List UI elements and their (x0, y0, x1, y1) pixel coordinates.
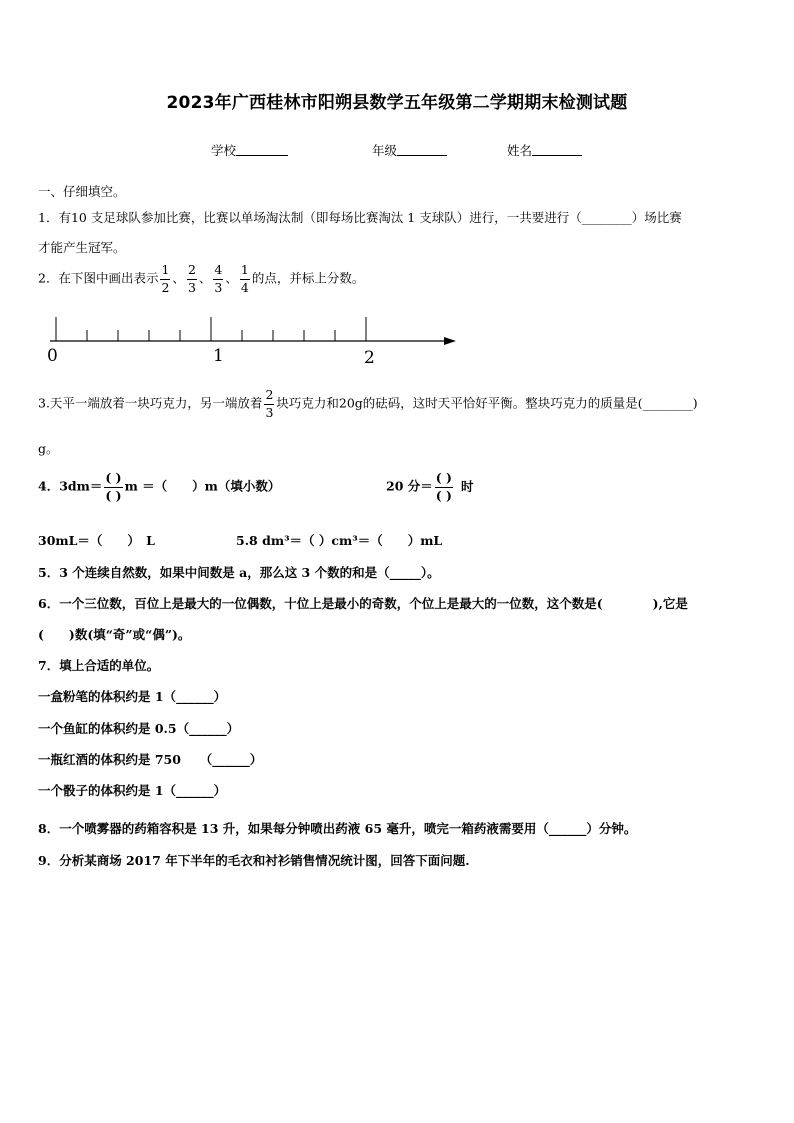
grade-blank (397, 143, 447, 156)
grade-label: 年级 (372, 143, 398, 158)
section-heading: 一、仔细填空。 (38, 184, 126, 199)
name-label: 姓名 (507, 143, 533, 158)
answer-blank: ______ (189, 721, 227, 736)
fraction: $\frac{( )}{( )}$ (105, 470, 122, 503)
fraction: $\frac{4}{3}$ (214, 262, 223, 295)
question-7-item: 一个鱼缸的体积约是 0.5（______） (38, 721, 240, 736)
question-7-title: 7．填上合适的单位。 (38, 658, 160, 673)
number-line (40, 310, 470, 370)
fraction: $\frac{2}{3}$ (265, 387, 274, 420)
answer-blank: _____ (389, 565, 421, 580)
question-2: 2．在下图中画出表示 $\frac{1}{2}$ 、 $\frac{2}{3}$ 、 $\frac{4}{3}$ 、 $\frac{1}{4}$ 的点，并标上分数。 (38, 262, 365, 295)
fraction: $\frac{2}{3}$ (187, 262, 196, 295)
answer-blank: ______ (176, 783, 214, 798)
fraction: $\frac{1}{2}$ (161, 262, 170, 295)
name-blank (532, 143, 582, 156)
axis-label-0: 0 (47, 346, 58, 366)
answer-blank: ______ (176, 689, 214, 704)
question-4-part-c: 30mL＝（ ） L (38, 533, 155, 548)
answer-blank: ______ (212, 752, 250, 767)
school-field (211, 141, 288, 159)
question-4-part-a: 4．3dm＝ $\frac{( )}{( )}$ m ＝（ ）m（填小数） (38, 470, 281, 503)
question-3-line-1: 3.天平一端放着一块巧克力，另一端放着 $\frac{2}{3}$ 块巧克力和20g的砝码，这时天平恰好平衡。整块巧克力的质量是(________) (38, 387, 698, 420)
number-line-ticks (56, 317, 366, 341)
fraction: $\frac{( )}{( )}$ (435, 470, 452, 503)
question-8: 8．一个喷雾器的药箱容积是 13 升，如果每分钟喷出药液 65 毫升，喷完一箱药液需要用（______）分钟。 (38, 821, 637, 836)
answer-blank: ________ (581, 210, 632, 225)
question-4-part-b: 20 分＝ $\frac{( )}{( )}$ 时 (386, 470, 474, 503)
axis-label-2: 2 (364, 348, 375, 368)
question-3-line-2: g。 (38, 441, 59, 456)
question-4-part-d: 5.8 dm³＝（ ）cm³＝（ ）mL (236, 533, 443, 548)
answer-blank: ________ (642, 395, 693, 411)
school-label: 学校 (211, 143, 237, 158)
name-field (507, 141, 582, 159)
question-1-line-2: 才能产生冠军。 (38, 240, 126, 255)
question-7-item: 一个骰子的体积约是 1（______） (38, 783, 227, 798)
question-7-item: 一盒粉笔的体积约是 1（______） (38, 689, 227, 704)
axis-label-1: 1 (213, 346, 224, 366)
question-1-line-1: 1．有10 支足球队参加比赛，比赛以单场淘汰制（即每场比赛淘汰 1 支球队）进行，一共要进行（________）场比赛 (38, 210, 682, 225)
question-5: 5．3 个连续自然数，如果中间数是 a，那么这 3 个数的和是（_____）。 (38, 565, 440, 580)
question-7-item: 一瓶红酒的体积约是 750 （______） (38, 752, 263, 767)
question-6-line-1: 6．一个三位数，百位上是最大的一位偶数，十位上是最小的奇数，个位上是最大的一位数，这个数是( ),它是 (38, 596, 688, 611)
school-blank (236, 143, 288, 156)
fraction: $\frac{1}{4}$ (240, 262, 249, 295)
grade-field (372, 141, 447, 159)
question-6-line-2: ( )数(填“奇”或“偶”)。 (38, 627, 191, 642)
page-title: 2023年广西桂林市阳朔县数学五年级第二学期期末检测试题 (166, 93, 628, 113)
answer-blank: ______ (548, 821, 587, 836)
question-9: 9．分析某商场 2017 年下半年的毛衣和衬衫销售情况统计图，回答下面问题. (38, 853, 470, 868)
arrow-icon (444, 337, 456, 345)
